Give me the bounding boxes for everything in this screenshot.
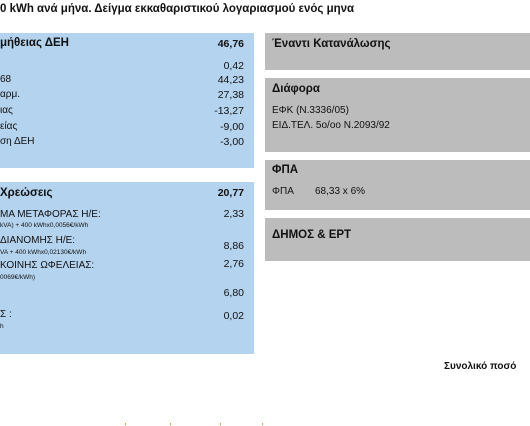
various-line: ΕΙΔ.ΤΕΛ. 5ο/οο Ν.2093/92 (272, 120, 390, 131)
consumption-title: Έναντι Κατανάλωσης (272, 38, 391, 50)
various-title: Διάφορα (272, 83, 320, 95)
regulated-row-label: Σ : (0, 309, 12, 320)
supply-row-label: αρμ. (0, 89, 21, 100)
grand-total-label: Συνολικό ποσό (444, 361, 517, 372)
various-panel (265, 78, 530, 152)
vat-detail: 68,33 x 6% (315, 186, 366, 197)
decorative-mark (125, 423, 126, 425)
regulated-row-sub: VA + 400 kWhx0,02130€/kWh (0, 249, 87, 256)
various-line: ΕΦΚ (Ν.3336/05) (272, 105, 349, 116)
supply-row-value: 0,42 (223, 60, 244, 72)
regulated-charges-panel (0, 182, 254, 354)
supply-row-value: -9,00 (220, 121, 244, 133)
decorative-mark (262, 423, 263, 425)
regulated-total: 20,77 (217, 187, 244, 199)
decorative-mark (220, 423, 221, 425)
regulated-row-label: ΜΑ ΜΕΤΑΦΟΡΑΣ Η/Ε: (0, 209, 101, 220)
supply-row-label: είας (0, 121, 18, 132)
municipal-title: ΔΗΜΟΣ & ΕΡΤ (272, 229, 352, 241)
supply-row-value: -13,27 (214, 105, 244, 117)
regulated-row-sub: 0069€/kWh) (0, 274, 36, 281)
supply-row-value: -3,00 (220, 136, 244, 148)
supply-row-value: 27,38 (217, 89, 244, 101)
regulated-row-label: ΔΙΑΝΟΜΗΣ Η/Ε: (0, 235, 76, 246)
municipal-panel (265, 218, 530, 261)
supply-row-label: ση ΔΕΗ (0, 136, 35, 147)
supply-total: 46,76 (217, 38, 244, 50)
regulated-row-value: 8,86 (223, 240, 244, 252)
regulated-row-sub: h (0, 323, 4, 330)
regulated-row-value: 2,76 (223, 258, 244, 270)
supply-title: μήθειας ΔΕΗ (0, 37, 69, 49)
vat-title: ΦΠΑ (272, 164, 299, 176)
decorative-mark (170, 423, 171, 425)
regulated-row-value: 2,33 (223, 208, 244, 220)
vat-label: ΦΠΑ (272, 186, 294, 197)
page-heading: 0 kWh ανά μήνα. Δείγμα εκκαθαριστικού λογαριασμού ενός μηνα (0, 3, 355, 15)
regulated-row-label: ΚΟΙΝΗΣ ΩΦΕΛΕΙΑΣ: (0, 260, 95, 271)
supply-row-label: 68 (0, 74, 12, 85)
supply-row-value: 44,23 (217, 74, 244, 86)
regulated-row-value: 6,80 (223, 287, 244, 299)
regulated-title: Χρεώσεις (0, 187, 53, 199)
regulated-row-sub: kVA) + 400 kWhx0,0056€/kWh (0, 222, 89, 229)
supply-row-label: ιας (0, 105, 13, 116)
regulated-row-value: 0,02 (223, 310, 244, 322)
supply-charges-panel (0, 33, 254, 168)
vat-panel (265, 160, 530, 210)
consumption-panel (265, 33, 530, 70)
